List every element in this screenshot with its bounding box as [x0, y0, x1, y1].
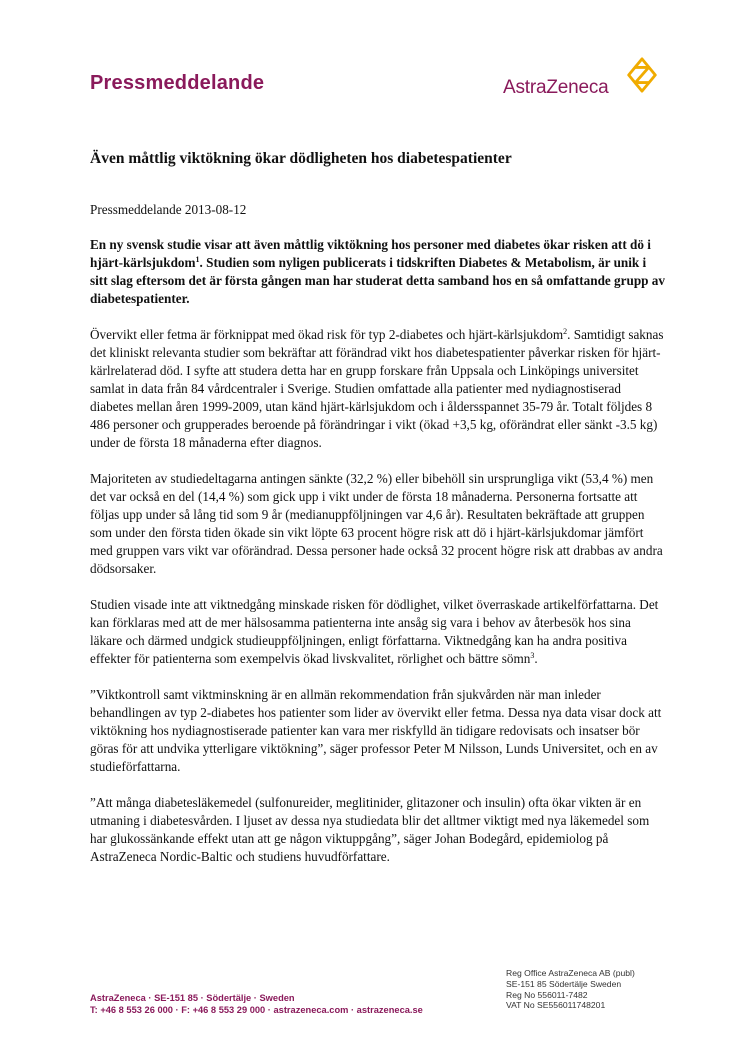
paragraph-5: ”Att många diabetesläkemedel (sulfonureider, meglitinider, glitazoner och insulin) ofta ökar vikten är en utmaning i diabetesvården. I ljuset av dessa nya studiedata blir det alltmer viktigt med nya läkemedel som har glukossänkande effekt utan att ge någon viktuppgång”, säger Johan Bodegård, epidemiolog på AstraZeneca Nordic-Baltic och studiens huvudförfattare. [90, 795, 650, 864]
footer-phone-web: T: +46 8 553 26 000 · F: +46 8 553 29 000 · astrazeneca.com · astrazeneca.se [90, 1005, 423, 1015]
page-title: Pressmeddelande [90, 72, 265, 94]
footnote-ref-1: 1 [195, 255, 200, 264]
paragraph-1 [90, 326, 666, 452]
logo-symbol-icon [623, 56, 661, 94]
paragraph-3 [90, 596, 666, 668]
footer-vat-number: VAT No SE556011748201 [506, 1000, 606, 1011]
footer-address: AstraZeneca · SE-151 85 · Södertälje · Sweden [90, 993, 295, 1003]
footer-reg-address: SE-151 85 Södertälje Sweden [506, 978, 622, 989]
paragraph-1-text-a: Övervikt eller fetma är förknippat med ökad risk för typ 2-diabetes och hjärt-kärlsjukdom [90, 327, 564, 342]
headline: Även måttlig viktökning ökar dödligheten hos diabetespatienter [90, 150, 512, 167]
paragraph-3-text-b: . [534, 651, 538, 666]
paragraph-1-text-b: . Samtidigt saknas det kliniskt relevanta studier som bekräftar att förändrad vikt hos diabetespatienter påverkar risken för hjärt-kärlrelaterad död. I syfte att studera detta har en grupp forskare från Uppsala och Linköpings universitet samlat in data från 84 vårdcentraler i Sverige. Studien omfattade alla patienter med nydiagnostiserad diabetes mellan åren 1999-2009, utan känd hjärt-kärlsjukdom och i åldersspannet 35-79 år. Totalt följdes 8 486 personer och grupperades beroende på förändringar i vikt (ökad +3,5 kg, oförändrat eller sänkt -3.5 kg) under de första 18 månaderna efter diagnos. [90, 327, 664, 450]
footer-reg-office: Reg Office AstraZeneca AB (publ) [506, 968, 635, 978]
press-date: Pressmeddelande 2013-08-12 [90, 202, 247, 217]
paragraph-3-text-a: Studien visade inte att viktnedgång minskade risken för dödlighet, vilket överraskade artikelförfattarna. Det kan förklaras med att de mer hälsosamma patienterna inte ansåg sig vara i behov av återbesök hos sina läkare och därmed undgick studieuppföljningen, enligt författarna. Viktnedgång kan ha andra positiva effekter för patienterna som exempelvis ökad livskvalitet, rörlighet och bättre sömn [90, 597, 659, 666]
article-body [90, 236, 666, 884]
lead-text-1: En ny svensk studie visar att även måttlig viktökning hos personer med diabetes ökar risken att dö i hjärt-kärlsjukdom [90, 237, 651, 270]
logo-wordmark: AstraZeneca [503, 77, 609, 98]
footer-contact [90, 992, 423, 1016]
astrazeneca-logo [503, 54, 663, 100]
paragraph-2: Majoriteten av studiedeltagarna antingen sänkte (32,2 %) eller bibehöll sin ursprungliga vikt (53,4 %) men det var också en del (14,4 %) som gick upp i vikt under de första 18 månaderna. Personerna fortsatte att följas upp under så lång tid som 9 år (medianuppföljningen var 4,6 år). Resultaten bekräftade att gruppen som under den första tiden ökade sin vikt löpte 63 procent högre risk att dö i hjärt-kärlsjukdomar jämfört med gruppen vars vikt var oförändrad. Dessa personer hade också 32 procent högre risk att drabbas av andra dödsorsaker. [90, 471, 663, 576]
footnote-ref-2: 2 [563, 327, 568, 336]
lead-text-2: . Studien som nyligen publicerats i tidskriften Diabetes & Metabolism, är unik i sitt slag eftersom det är första gången man har studerat detta samband hos en så omfattande grupp av diabetespatienter. [90, 255, 665, 306]
footer-reg-number: Reg No 556011-7482 [506, 989, 588, 1000]
paragraph-4: ”Viktkontroll samt viktminskning är en allmän rekommendation från sjukvården när man inleder behandlingen av typ 2-diabetes hos patienter som lider av övervikt eller fetma. Dessa nya data visar dock att viktökning hos nydiagnostiserade patienter kan vara mer riskfylld än tidigare redovisats och insatser bör göras för att undvika ytterligare viktökning”, säger professor Peter M Nilsson, Lunds Universitet, och en av studieförfattarna. [90, 687, 662, 774]
lead-paragraph [90, 236, 666, 308]
footer-registration [506, 968, 635, 1011]
footnote-ref-3: 3 [530, 651, 535, 660]
